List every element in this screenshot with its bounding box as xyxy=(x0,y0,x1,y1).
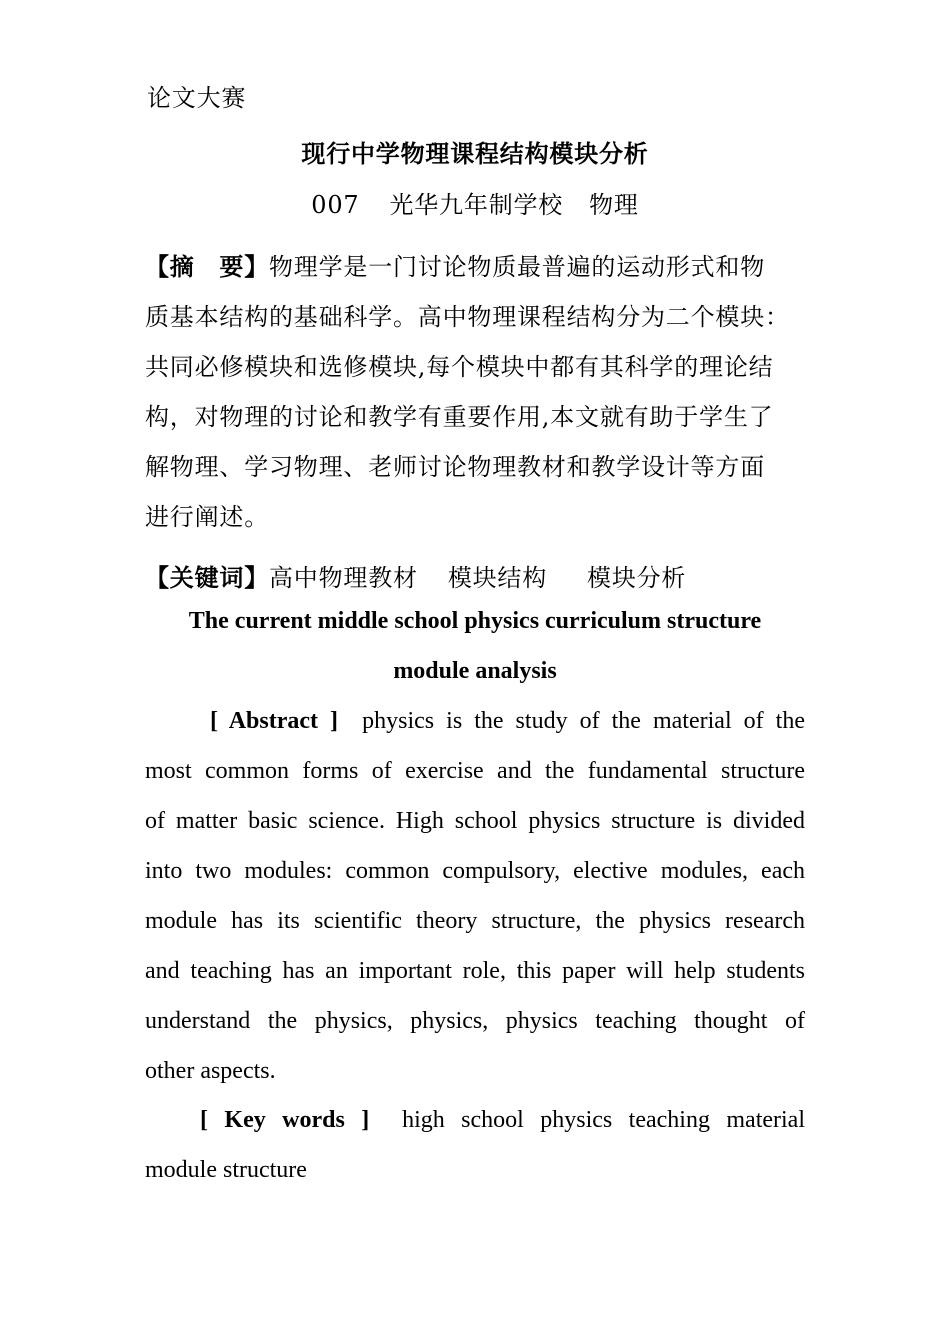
abstract-cn-line-1: 【摘 要】物理学是一门讨论物质最普遍的运动形式和物 xyxy=(145,252,765,281)
keywords-cn-label: 【关键词】 xyxy=(145,563,269,592)
abstract-cn-line-4: 构，对物理的讨论和教学有重要作用,本文就有助于学生了 xyxy=(145,403,774,431)
abstract-en-line-3: of matter basic science. High school physics structure is divided xyxy=(145,808,805,834)
keywords-cn xyxy=(145,558,686,593)
abstract-cn-line-6: 进行阐述。 xyxy=(145,503,269,531)
keywords-en-label: [ Key words ] xyxy=(200,1107,370,1133)
abstract-cn-line-3: 共同必修模块和选修模块,每个模块中都有其科学的理论结 xyxy=(145,353,774,381)
abstract-en-line-1: [ Abstract ] physics is the study of the material of the xyxy=(210,708,805,734)
title-cn: 现行中学物理课程结构模块分析 xyxy=(301,140,649,168)
author-school: 光华九年制学校 xyxy=(389,191,564,219)
keyword-cn-1: 高中物理教材 xyxy=(269,564,418,592)
author-subject: 物理 xyxy=(589,191,639,219)
abstract-cn-line-5: 解物理、学习物理、老师讨论物理教材和教学设计等方面 xyxy=(145,453,765,481)
abstract-cn-line-2: 质基本结构的基础科学。高中物理课程结构分为二个模块： xyxy=(145,303,790,331)
keyword-cn-2: 模块结构 xyxy=(447,564,548,592)
keywords-en-line-2: module structure xyxy=(145,1157,307,1183)
keywords-en-line-1: [ Key words ] high school physics teaching material xyxy=(200,1107,805,1133)
abstract-en-line-8: other aspects. xyxy=(145,1058,276,1084)
abstract-en-line-2: most common forms of exercise and the fundamental structure xyxy=(145,758,805,784)
title-en-line-2: module analysis xyxy=(393,658,557,684)
abstract-en-line-5: module has its scientific theory structure, the physics research xyxy=(145,908,805,934)
title-en-line-1: The current middle school physics curriculum structure xyxy=(188,608,762,634)
keyword-cn-3: 模块分析 xyxy=(587,564,687,592)
abstract-en-line-6: and teaching has an important role, this paper will help students xyxy=(145,958,805,984)
author-line xyxy=(0,185,950,220)
header-label: 论文大赛 xyxy=(147,84,247,112)
abstract-en-line-4: into two modules: common compulsory, elective modules, each xyxy=(145,858,805,884)
abstract-cn-label: 【摘 要】 xyxy=(145,252,269,281)
author-id: 007 xyxy=(311,191,360,219)
abstract-en-label: [ Abstract ] xyxy=(210,708,339,734)
abstract-en-line-7: understand the physics, physics, physics teaching thought of xyxy=(145,1008,805,1034)
